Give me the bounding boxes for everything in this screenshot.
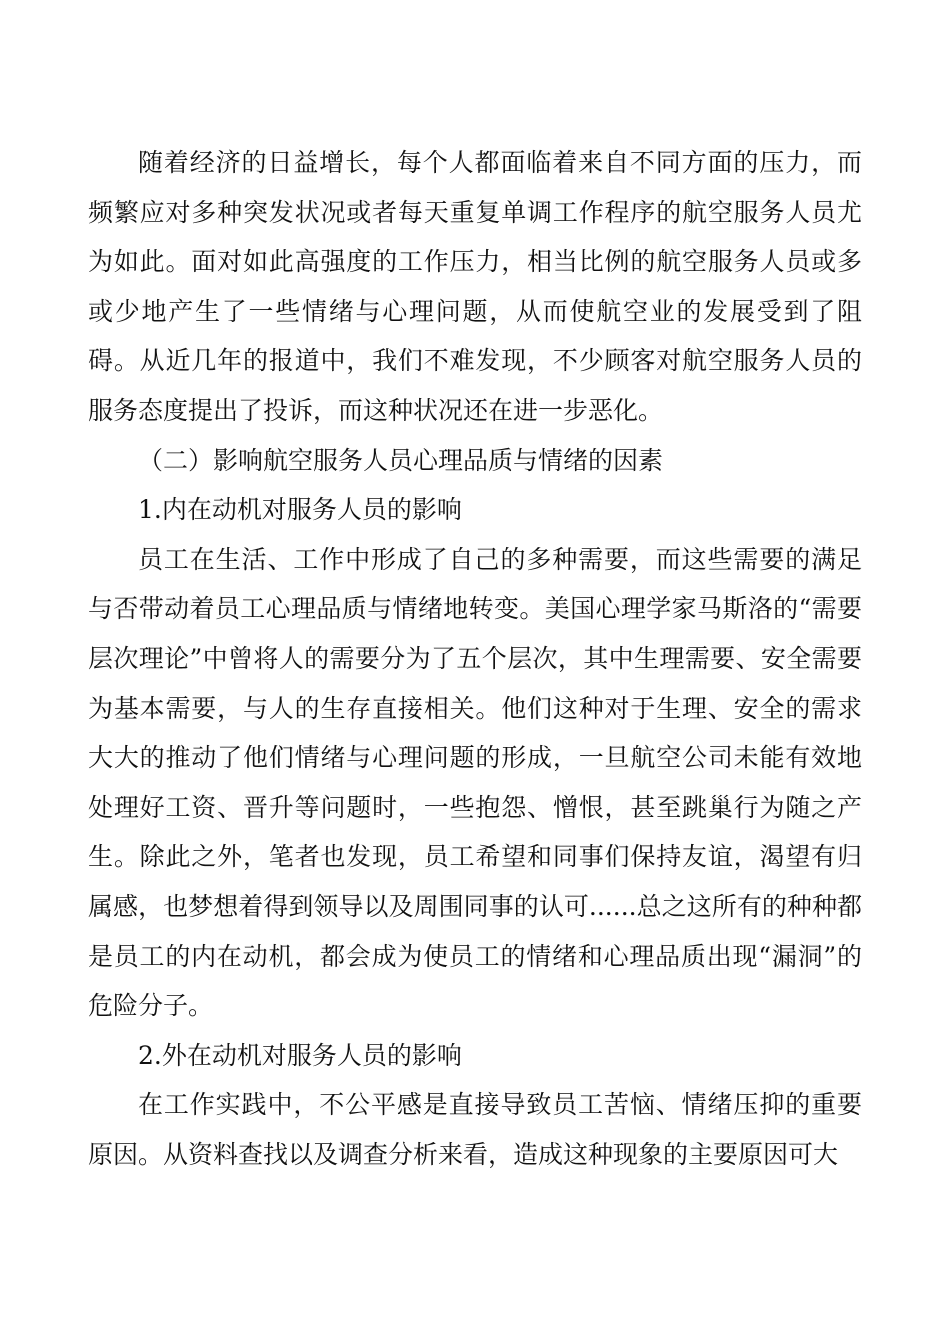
- subheading-intrinsic-motivation: 1.内在动机对服务人员的影响: [138, 495, 462, 525]
- subheading-extrinsic-motivation: 2.外在动机对服务人员的影响: [138, 1040, 462, 1070]
- paragraph-work-pressure: 随着经济的日益增长，每个人都面临着来自不同方面的压力，而频繁应对多种突发状况或者每天重复单调工作程序的航空服务人员尤为如此。面对如此高强度的工作压力，相当比例的航空服务人员或多或少地产生了一些情绪与心理问题，从而使航空业的发展受到了阻碍。从近几年的报道中，我们不难发现，不少顾客对航空服务人员的服务态度提出了投诉，而这种状况还在进一步恶化。: [88, 148, 862, 425]
- paragraph-extrinsic-motivation: 在工作实践中，不公平感是直接导致员工苦恼、情绪压抑的重要原因。从资料查找以及调查分析来看，造成这种现象的主要原因可大: [88, 1090, 862, 1169]
- section-heading-factors: （二）影响航空服务人员心理品质与情绪的因素: [138, 445, 664, 475]
- document-body: [88, 138, 862, 1179]
- paragraph-intrinsic-motivation: 员工在生活、工作中形成了自己的多种需要，而这些需要的满足与否带动着员工心理品质与情绪地转变。美国心理学家马斯洛的“需要层次理论”中曾将人的需要分为了五个层次，其中生理需要、安全需要为基本需要，与人的生存直接相关。他们这种对于生理、安全的需求大大的推动了他们情绪与心理问题的形成，一旦航空公司未能有效地处理好工资、晋升等问题时，一些抱怨、憎恨，甚至跳巢行为随之产生。除此之外，笔者也发现，员工希望和同事们保持友谊，渴望有归属感，也梦想着得到领导以及周围同事的认可......总之这所有的种种都是员工的内在动机，都会成为使员工的情绪和心理品质出现“漏洞”的危险分子。: [88, 544, 862, 1021]
